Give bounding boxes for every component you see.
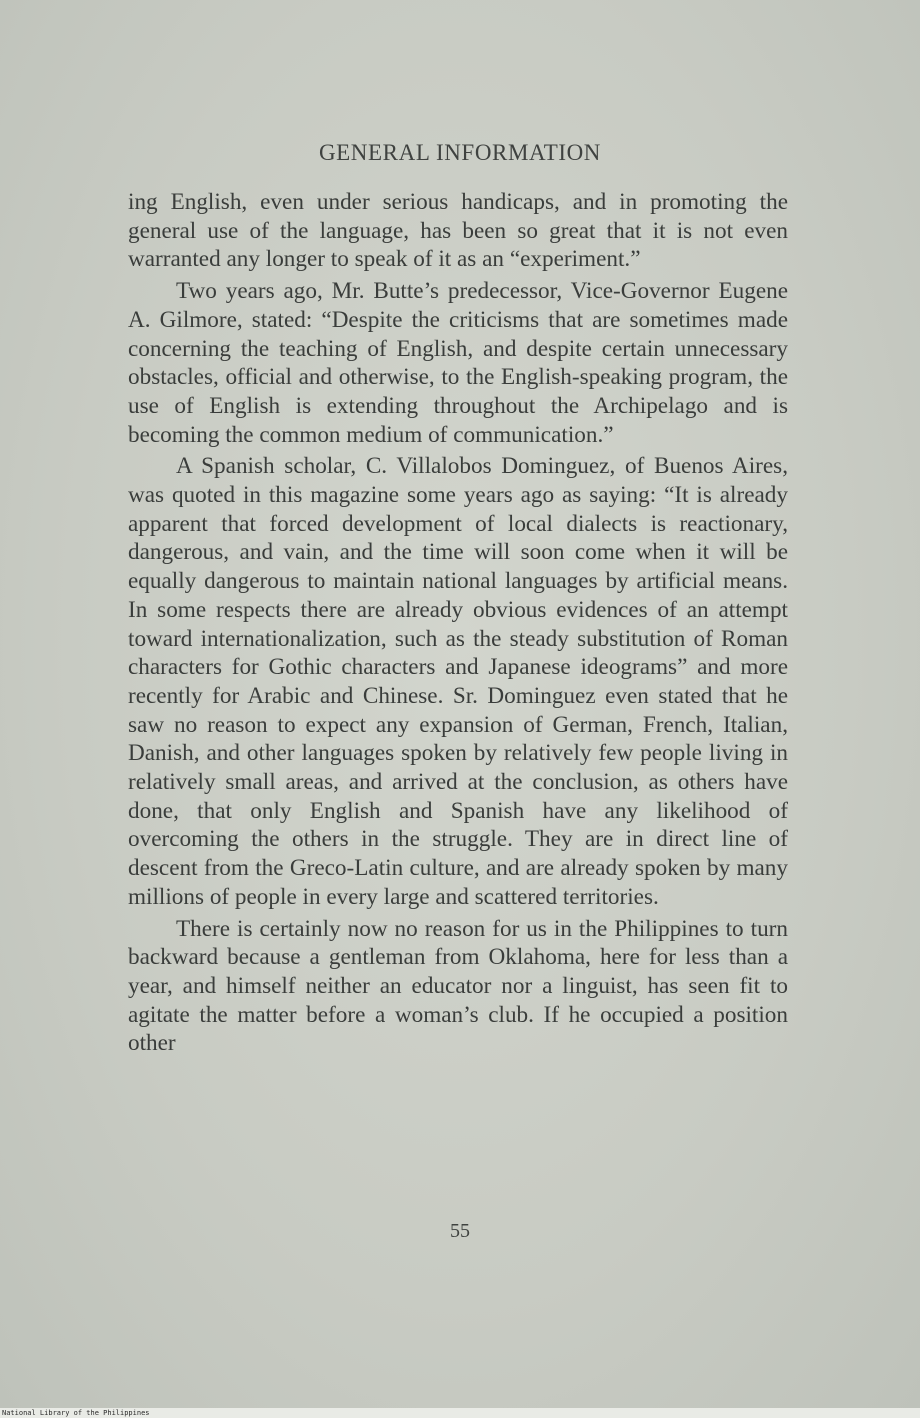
library-credit: National Library of the Philippines [2, 1409, 150, 1417]
page-number: 55 [450, 1220, 470, 1242]
paragraph-gilmore-quote: Two years ago, Mr. Butte’s predecessor, Vice-Governor Eugene A. Gilmore, stated: “Despite the criticisms that are sometimes made concerning the teaching of English, and despite certain unnecessary obstacles, official and otherwise, to the English-speaking program, the use of English is extending throughout the Archipelago and is becoming the common medium of communication.” [128, 278, 788, 448]
paragraph-continuation: ing English, even under serious handicaps, and in promoting the general use of the language, has been so great that it is not even warranted any longer to speak of it as an “experiment.” [128, 189, 788, 273]
body-text [128, 188, 788, 1061]
running-title: GENERAL INFORMATION [318, 140, 602, 165]
paragraph-dominguez-quote: A Spanish scholar, C. Villalobos Dominguez, of Buenos Aires, was quoted in this magazine some years ago as saying: “It is already apparent that forced development of local dialects is reactionary, dangerous, and vain, and the time will soon come when it will be equally dangerous to maintain national languages by artificial means. In some respects there are already obvious evidences of an attempt toward internationalization, such as the steady substitution of Roman characters for Gothic characters and Japanese ideograms” and more recently for Arabic and Chinese. Sr. Dominguez even stated that he saw no reason to expect any expansion of German, French, Italian, Danish, and other languages spoken by relatively few people living in relatively small areas, and arrived at the conclusion, as others have done, that only English and Spanish have any likelihood of overcoming the others in the struggle. They are in direct line of descent from the Greco-Latin culture, and are already spoken by many millions of people in every large and scattered territories. [128, 453, 788, 910]
paragraph-conclusion: There is certainly now no reason for us in the Philippines to turn backward because a gentleman from Oklahoma, here for less than a year, and himself neither an educator nor a linguist, has seen fit to agitate the matter before a woman’s club. If he occupied a position other [128, 915, 788, 1057]
